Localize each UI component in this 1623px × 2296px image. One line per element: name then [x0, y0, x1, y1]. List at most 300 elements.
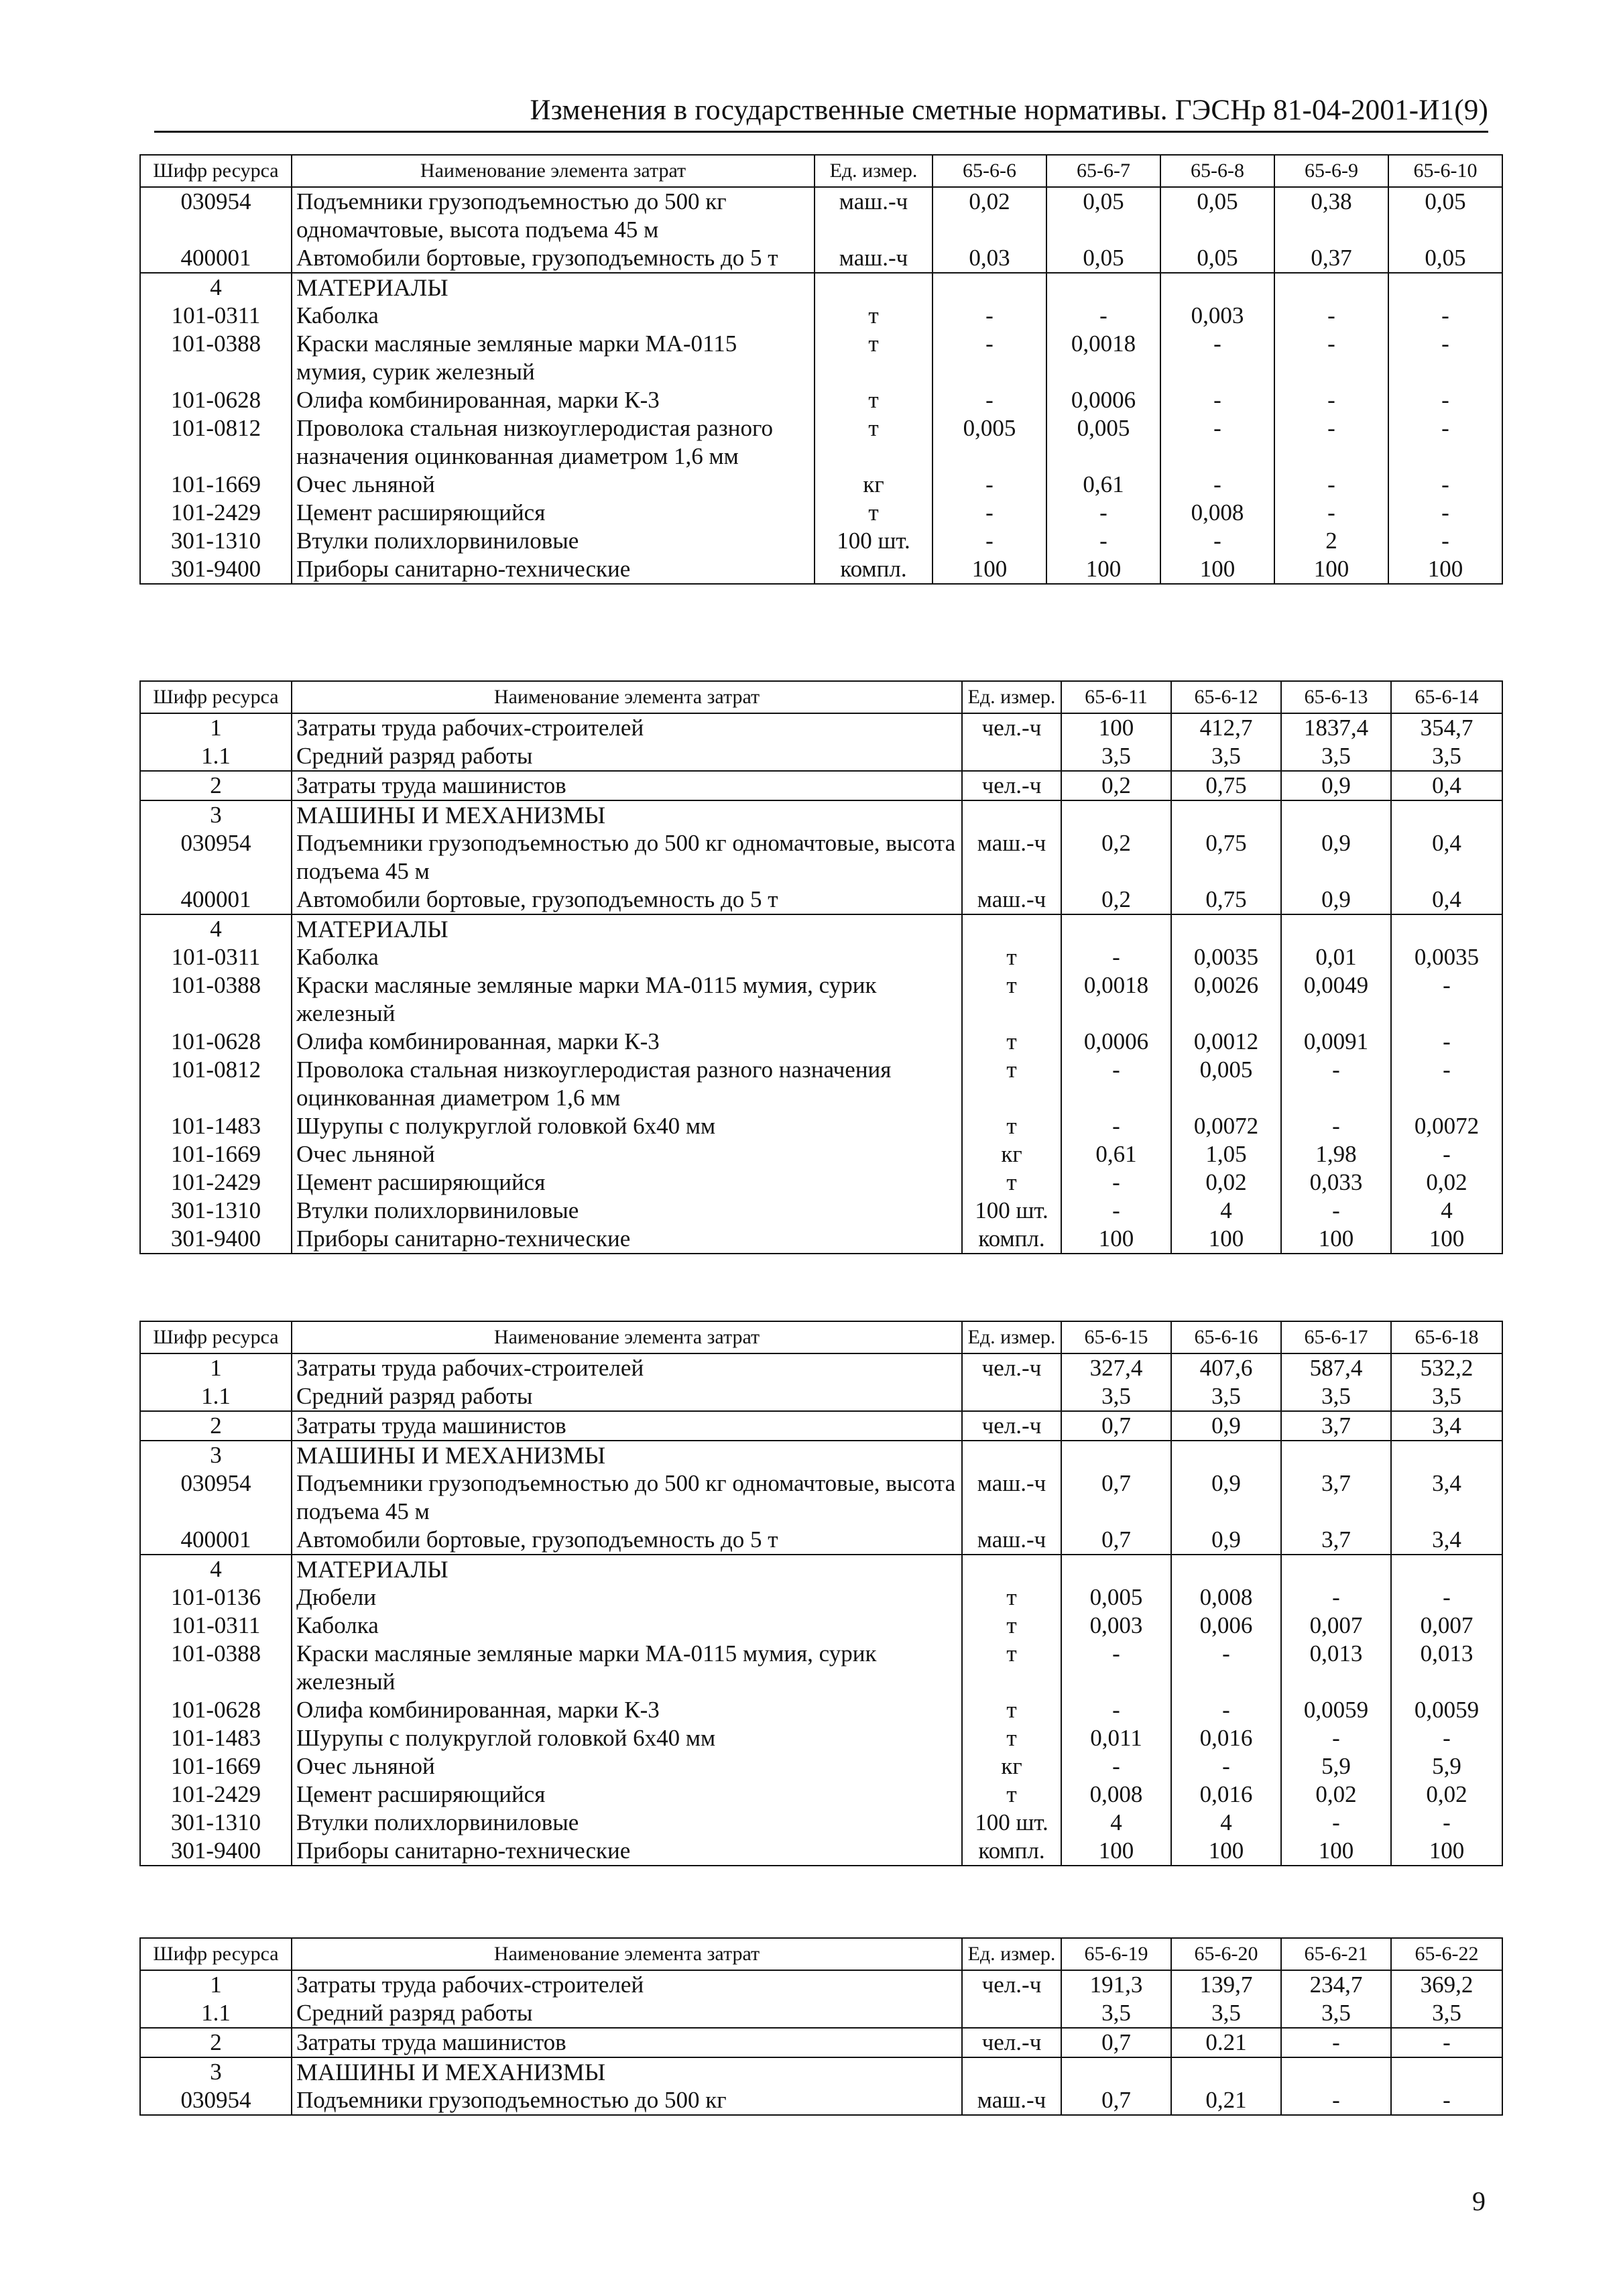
value-cell: 0,2: [1061, 829, 1171, 886]
value-cell: -: [1388, 302, 1502, 330]
value-cell: 3,5: [1281, 1382, 1391, 1411]
value-cell: 3,5: [1171, 1999, 1281, 2028]
value-cell: 412,7: [1171, 713, 1281, 742]
row-group: [140, 713, 1502, 771]
unit-cell: компл.: [962, 1225, 1061, 1254]
unit-cell: чел.-ч: [962, 1353, 1061, 1382]
section-row: [140, 273, 1502, 302]
resource-name: Приборы санитарно-технические: [292, 1837, 962, 1866]
header-row: [140, 1321, 1502, 1353]
value-cell: [1061, 800, 1171, 829]
unit-cell: чел.-ч: [962, 1970, 1061, 1999]
value-cell: 0,005: [1046, 414, 1160, 471]
resource-code: 1: [140, 713, 292, 742]
table-row: [140, 555, 1502, 584]
table-row: [140, 1168, 1502, 1197]
value-cell: -: [1388, 527, 1502, 555]
table-row: [140, 527, 1502, 555]
value-cell: 0,0006: [1061, 1028, 1171, 1056]
value-cell: 0,05: [1388, 244, 1502, 273]
unit-cell: [962, 914, 1061, 943]
table-row: [140, 1970, 1502, 1999]
value-cell: 3,5: [1061, 742, 1171, 771]
value-cell: [1171, 2057, 1281, 2086]
resource-code: 030954: [140, 829, 292, 886]
value-cell: 0,0072: [1171, 1112, 1281, 1140]
value-cell: -: [1171, 1696, 1281, 1724]
value-cell: -: [1061, 1056, 1171, 1112]
table-row: [140, 499, 1502, 527]
resource-name: Затраты труда рабочих-строителей: [292, 1353, 962, 1382]
resource-name: Подъемники грузоподъемностью до 500 кг одномачтовые, высота подъема 45 м: [292, 187, 815, 244]
section-title: МАШИНЫ И МЕХАНИЗМЫ: [292, 1441, 962, 1469]
resource-name: Втулки полихлорвиниловые: [292, 1809, 962, 1837]
unit-cell: т: [962, 1724, 1061, 1752]
value-cell: -: [1391, 1809, 1502, 1837]
value-cell: 0,0012: [1171, 1028, 1281, 1056]
resource-name: Втулки полихлорвиниловые: [292, 1197, 962, 1225]
table-row: [140, 1999, 1502, 2028]
section-title: МАТЕРИАЛЫ: [292, 914, 962, 943]
value-cell: -: [1046, 527, 1160, 555]
table-row: [140, 1809, 1502, 1837]
value-cell: 0,007: [1391, 1612, 1502, 1640]
table-row: [140, 1583, 1502, 1612]
value-cell: 0,008: [1061, 1780, 1171, 1809]
value-cell: 407,6: [1171, 1353, 1281, 1382]
table-row: [140, 1140, 1502, 1168]
value-cell: [1281, 914, 1391, 943]
rate-code-header: 65-6-18: [1391, 1321, 1502, 1353]
row-group: [140, 1970, 1502, 2028]
unit-header: Ед. измер.: [962, 681, 1061, 713]
rate-code-header: 65-6-20: [1171, 1938, 1281, 1970]
unit-cell: [962, 742, 1061, 771]
value-cell: 3,5: [1391, 1999, 1502, 2028]
value-cell: 0,008: [1171, 1583, 1281, 1612]
value-cell: 100: [1046, 555, 1160, 584]
value-cell: -: [1388, 414, 1502, 471]
rate-code-header: 65-6-17: [1281, 1321, 1391, 1353]
table-row: [140, 943, 1502, 971]
unit-cell: [962, 1441, 1061, 1469]
resource-code: 101-1483: [140, 1112, 292, 1140]
resource-name: Затраты труда рабочих-строителей: [292, 713, 962, 742]
value-cell: 3,5: [1281, 742, 1391, 771]
value-cell: 0,9: [1171, 1411, 1281, 1441]
value-cell: [1281, 2057, 1391, 2086]
value-cell: -: [933, 302, 1046, 330]
resource-name: Подъемники грузоподъемностью до 500 кг одномачтовые, высота подъема 45 м: [292, 1469, 962, 1526]
value-cell: [1160, 273, 1274, 302]
value-cell: [1281, 800, 1391, 829]
value-cell: [1171, 914, 1281, 943]
resource-code: 030954: [140, 1469, 292, 1526]
unit-header: Ед. измер.: [962, 1938, 1061, 1970]
page-header: [154, 87, 1488, 133]
unit-cell: чел.-ч: [962, 1411, 1061, 1441]
rate-code-header: 65-6-11: [1061, 681, 1171, 713]
table-row: [140, 1411, 1502, 1441]
value-cell: 0,7: [1061, 1526, 1171, 1555]
resource-code: 4: [140, 273, 292, 302]
table-row: [140, 1526, 1502, 1555]
resource-name: Проволока стальная низкоуглеродистая разного назначения оцинкованная диаметром 1,6 мм: [292, 414, 815, 471]
table-row: [140, 1056, 1502, 1112]
table-row: [140, 1469, 1502, 1526]
value-cell: -: [1274, 302, 1388, 330]
header-row: [140, 155, 1502, 187]
value-cell: 0,0035: [1391, 943, 1502, 971]
name-header: Наименование элемента затрат: [292, 681, 962, 713]
resource-name: Шурупы с полукруглой головкой 6х40 мм: [292, 1724, 962, 1752]
value-cell: 0,003: [1160, 302, 1274, 330]
value-cell: 3,4: [1391, 1526, 1502, 1555]
resource-code: 3: [140, 1441, 292, 1469]
value-cell: 0,02: [1391, 1168, 1502, 1197]
value-cell: [1171, 1555, 1281, 1583]
rate-code-header: 65-6-21: [1281, 1938, 1391, 1970]
unit-cell: кг: [962, 1140, 1061, 1168]
value-cell: -: [1061, 1696, 1171, 1724]
resource-name: Приборы санитарно-технические: [292, 555, 815, 584]
section-title: МАШИНЫ И МЕХАНИЗМЫ: [292, 800, 962, 829]
table-row: [140, 244, 1502, 273]
resource-name: Каболка: [292, 302, 815, 330]
section-title: МАШИНЫ И МЕХАНИЗМЫ: [292, 2057, 962, 2086]
value-cell: -: [1171, 1752, 1281, 1780]
value-cell: 4: [1171, 1809, 1281, 1837]
unit-cell: т: [962, 1583, 1061, 1612]
resource-code: 101-1669: [140, 1140, 292, 1168]
value-cell: 0,0035: [1171, 943, 1281, 971]
document-title: Изменения в государственные сметные нормативы. ГЭСНр 81-04-2001-И1(9): [530, 95, 1488, 126]
value-cell: 3,5: [1391, 742, 1502, 771]
row-group: [140, 914, 1502, 1254]
value-cell: 0,03: [933, 244, 1046, 273]
resource-code: 1.1: [140, 1382, 292, 1411]
value-cell: 0,38: [1274, 187, 1388, 244]
resource-code: 030954: [140, 187, 292, 244]
value-cell: -: [1391, 2028, 1502, 2057]
resource-name: Затраты труда машинистов: [292, 2028, 962, 2057]
value-cell: 0,4: [1391, 829, 1502, 886]
row-group: [140, 1441, 1502, 1555]
value-cell: [933, 273, 1046, 302]
table-header: [140, 681, 1502, 713]
resource-name: Приборы санитарно-технические: [292, 1225, 962, 1254]
unit-cell: маш.-ч: [962, 2086, 1061, 2115]
row-group: [140, 273, 1502, 584]
value-cell: -: [1281, 2028, 1391, 2057]
table-row: [140, 713, 1502, 742]
table-row: [140, 1837, 1502, 1866]
value-cell: 1,98: [1281, 1140, 1391, 1168]
rate-code-header: 65-6-15: [1061, 1321, 1171, 1353]
value-cell: 0,05: [1046, 187, 1160, 244]
value-cell: 3,7: [1281, 1469, 1391, 1526]
value-cell: 532,2: [1391, 1353, 1502, 1382]
value-cell: 0,9: [1171, 1469, 1281, 1526]
value-cell: [1391, 914, 1502, 943]
code-header: Шифр ресурса: [140, 155, 292, 187]
rate-code-header: 65-6-16: [1171, 1321, 1281, 1353]
table-row: [140, 386, 1502, 414]
value-cell: 100: [1391, 1837, 1502, 1866]
value-cell: [1391, 1555, 1502, 1583]
resource-code: 2: [140, 771, 292, 800]
value-cell: -: [1281, 1056, 1391, 1112]
rate-code-header: 65-6-6: [933, 155, 1046, 187]
resource-code: 101-0388: [140, 330, 292, 386]
value-cell: 0,2: [1061, 771, 1171, 800]
table-row: [140, 1724, 1502, 1752]
value-cell: -: [1160, 471, 1274, 499]
value-cell: 0,02: [1171, 1168, 1281, 1197]
value-cell: 587,4: [1281, 1353, 1391, 1382]
name-header: Наименование элемента затрат: [292, 1321, 962, 1353]
section-row: [140, 1441, 1502, 1469]
value-cell: -: [1281, 1197, 1391, 1225]
resource-name: Автомобили бортовые, грузоподъемность до 5 т: [292, 244, 815, 273]
value-cell: 100: [1281, 1225, 1391, 1254]
resource-code: 101-0388: [140, 971, 292, 1028]
unit-cell: кг: [815, 471, 933, 499]
value-cell: [1274, 273, 1388, 302]
table-row: [140, 471, 1502, 499]
value-cell: [1061, 1555, 1171, 1583]
rate-code-header: 65-6-7: [1046, 155, 1160, 187]
value-cell: 0,05: [1388, 187, 1502, 244]
value-cell: [1281, 1441, 1391, 1469]
value-cell: -: [1046, 302, 1160, 330]
resource-code: 2: [140, 1411, 292, 1441]
rate-code-header: 65-6-9: [1274, 155, 1388, 187]
value-cell: 139,7: [1171, 1970, 1281, 1999]
value-cell: 100: [933, 555, 1046, 584]
resource-code: 101-0311: [140, 302, 292, 330]
value-cell: 0,0091: [1281, 1028, 1391, 1056]
value-cell: [1061, 2057, 1171, 2086]
section-title: МАТЕРИАЛЫ: [292, 1555, 962, 1583]
header-row: [140, 1938, 1502, 1970]
table-row: [140, 1112, 1502, 1140]
rate-code-header: 65-6-14: [1391, 681, 1502, 713]
resource-code: 3: [140, 2057, 292, 2086]
value-cell: -: [1274, 386, 1388, 414]
table-row: [140, 971, 1502, 1028]
value-cell: -: [1160, 330, 1274, 386]
section-row: [140, 914, 1502, 943]
value-cell: -: [1160, 527, 1274, 555]
resource-code: 301-1310: [140, 527, 292, 555]
value-cell: -: [1061, 1640, 1171, 1696]
value-cell: 0,0072: [1391, 1112, 1502, 1140]
resource-name: Краски масляные земляные марки МА-0115 мумия, сурик железный: [292, 1640, 962, 1696]
value-cell: -: [1281, 1112, 1391, 1140]
value-cell: -: [1281, 1809, 1391, 1837]
table-row: [140, 1382, 1502, 1411]
resource-name: Каболка: [292, 1612, 962, 1640]
value-cell: -: [1391, 1028, 1502, 1056]
value-cell: 0,013: [1281, 1640, 1391, 1696]
value-cell: 0,02: [1281, 1780, 1391, 1809]
value-cell: 0,9: [1281, 886, 1391, 914]
unit-cell: [962, 1999, 1061, 2028]
resource-code: 301-9400: [140, 1225, 292, 1254]
value-cell: 100: [1061, 1225, 1171, 1254]
resource-table-4: [139, 1937, 1503, 2116]
row-group: [140, 771, 1502, 800]
resource-name: Подъемники грузоподъемностью до 500 кг: [292, 2086, 962, 2115]
value-cell: 0,0018: [1046, 330, 1160, 386]
value-cell: 3,5: [1061, 1999, 1171, 2028]
value-cell: -: [933, 471, 1046, 499]
value-cell: 0,9: [1171, 1526, 1281, 1555]
value-cell: 0,0059: [1391, 1696, 1502, 1724]
rate-code-header: 65-6-12: [1171, 681, 1281, 713]
value-cell: 0,9: [1281, 771, 1391, 800]
unit-cell: [962, 1555, 1061, 1583]
table-row: [140, 886, 1502, 914]
resource-code: 101-0628: [140, 1696, 292, 1724]
value-cell: 2: [1274, 527, 1388, 555]
value-cell: 369,2: [1391, 1970, 1502, 1999]
resource-code: 2: [140, 2028, 292, 2057]
value-cell: 3,7: [1281, 1411, 1391, 1441]
table-row: [140, 1225, 1502, 1254]
unit-cell: маш.-ч: [815, 244, 933, 273]
resource-table-2: [139, 680, 1503, 1254]
resource-name: Цемент расширяющийся: [292, 1780, 962, 1809]
resource-code: 400001: [140, 886, 292, 914]
table-row: [140, 187, 1502, 244]
unit-cell: 100 шт.: [962, 1809, 1061, 1837]
row-group: [140, 187, 1502, 273]
resource-name: Краски масляные земляные марки МА-0115 мумия, сурик железный: [292, 330, 815, 386]
code-header: Шифр ресурса: [140, 1938, 292, 1970]
unit-cell: 100 шт.: [962, 1197, 1061, 1225]
value-cell: 0,0026: [1171, 971, 1281, 1028]
value-cell: 0,7: [1061, 2086, 1171, 2115]
value-cell: -: [933, 330, 1046, 386]
value-cell: 0,9: [1281, 829, 1391, 886]
value-cell: 4: [1061, 1809, 1171, 1837]
resource-name: Олифа комбинированная, марки К-3: [292, 386, 815, 414]
value-cell: 0,02: [933, 187, 1046, 244]
value-cell: [1061, 914, 1171, 943]
table-row: [140, 1612, 1502, 1640]
value-cell: 1837,4: [1281, 713, 1391, 742]
value-cell: 0,61: [1046, 471, 1160, 499]
resource-name: Средний разряд работы: [292, 1382, 962, 1411]
value-cell: -: [1061, 1168, 1171, 1197]
value-cell: 0,21: [1171, 2086, 1281, 2115]
resource-code: 101-0812: [140, 1056, 292, 1112]
resource-code: 101-1669: [140, 1752, 292, 1780]
value-cell: 100: [1171, 1837, 1281, 1866]
resource-code: 301-1310: [140, 1197, 292, 1225]
unit-cell: т: [962, 1640, 1061, 1696]
value-cell: -: [933, 499, 1046, 527]
value-cell: -: [1160, 386, 1274, 414]
value-cell: 100: [1274, 555, 1388, 584]
value-cell: -: [933, 386, 1046, 414]
value-cell: 100: [1281, 1837, 1391, 1866]
unit-cell: компл.: [815, 555, 933, 584]
value-cell: 5,9: [1391, 1752, 1502, 1780]
value-cell: 3,5: [1061, 1382, 1171, 1411]
resource-name: Втулки полихлорвиниловые: [292, 527, 815, 555]
value-cell: -: [1274, 471, 1388, 499]
resource-code: 101-0628: [140, 386, 292, 414]
value-cell: -: [1274, 414, 1388, 471]
value-cell: 0,003: [1061, 1612, 1171, 1640]
header-row: [140, 681, 1502, 713]
unit-cell: т: [815, 414, 933, 471]
value-cell: 0,05: [1046, 244, 1160, 273]
value-cell: 0,033: [1281, 1168, 1391, 1197]
value-cell: 0,005: [1061, 1583, 1171, 1612]
value-cell: [1391, 800, 1502, 829]
value-cell: 3,5: [1171, 742, 1281, 771]
table-row: [140, 771, 1502, 800]
resource-code: 301-9400: [140, 1837, 292, 1866]
unit-cell: маш.-ч: [815, 187, 933, 244]
table-row: [140, 1696, 1502, 1724]
table-header: [140, 155, 1502, 187]
value-cell: -: [1391, 2086, 1502, 2115]
resource-name: Затраты труда рабочих-строителей: [292, 1970, 962, 1999]
resource-code: 101-0628: [140, 1028, 292, 1056]
resource-code: 1: [140, 1970, 292, 1999]
value-cell: -: [1388, 499, 1502, 527]
rate-code-header: 65-6-10: [1388, 155, 1502, 187]
table-row: [140, 1752, 1502, 1780]
value-cell: 191,3: [1061, 1970, 1171, 1999]
unit-cell: чел.-ч: [962, 713, 1061, 742]
value-cell: 0,7: [1061, 1411, 1171, 1441]
value-cell: 0,4: [1391, 771, 1502, 800]
unit-cell: т: [962, 971, 1061, 1028]
resource-code: 101-2429: [140, 1780, 292, 1809]
value-cell: -: [1274, 330, 1388, 386]
value-cell: 1,05: [1171, 1140, 1281, 1168]
value-cell: [1391, 1441, 1502, 1469]
table-row: [140, 1028, 1502, 1056]
value-cell: 4: [1391, 1197, 1502, 1225]
resource-name: Шурупы с полукруглой головкой 6х40 мм: [292, 1112, 962, 1140]
value-cell: -: [1061, 1752, 1171, 1780]
value-cell: 4: [1171, 1197, 1281, 1225]
value-cell: 0,75: [1171, 771, 1281, 800]
value-cell: 0,4: [1391, 886, 1502, 914]
value-cell: 0,008: [1160, 499, 1274, 527]
unit-cell: компл.: [962, 1837, 1061, 1866]
row-group: [140, 2057, 1502, 2115]
value-cell: -: [1274, 499, 1388, 527]
value-cell: 3,7: [1281, 1526, 1391, 1555]
value-cell: 0,02: [1391, 1780, 1502, 1809]
row-group: [140, 1353, 1502, 1411]
row-group: [140, 1411, 1502, 1441]
value-cell: 354,7: [1391, 713, 1502, 742]
resource-name: Затраты труда машинистов: [292, 1411, 962, 1441]
value-cell: 0,0018: [1061, 971, 1171, 1028]
value-cell: 3,5: [1171, 1382, 1281, 1411]
value-cell: -: [1281, 1583, 1391, 1612]
resource-code: 101-2429: [140, 1168, 292, 1197]
